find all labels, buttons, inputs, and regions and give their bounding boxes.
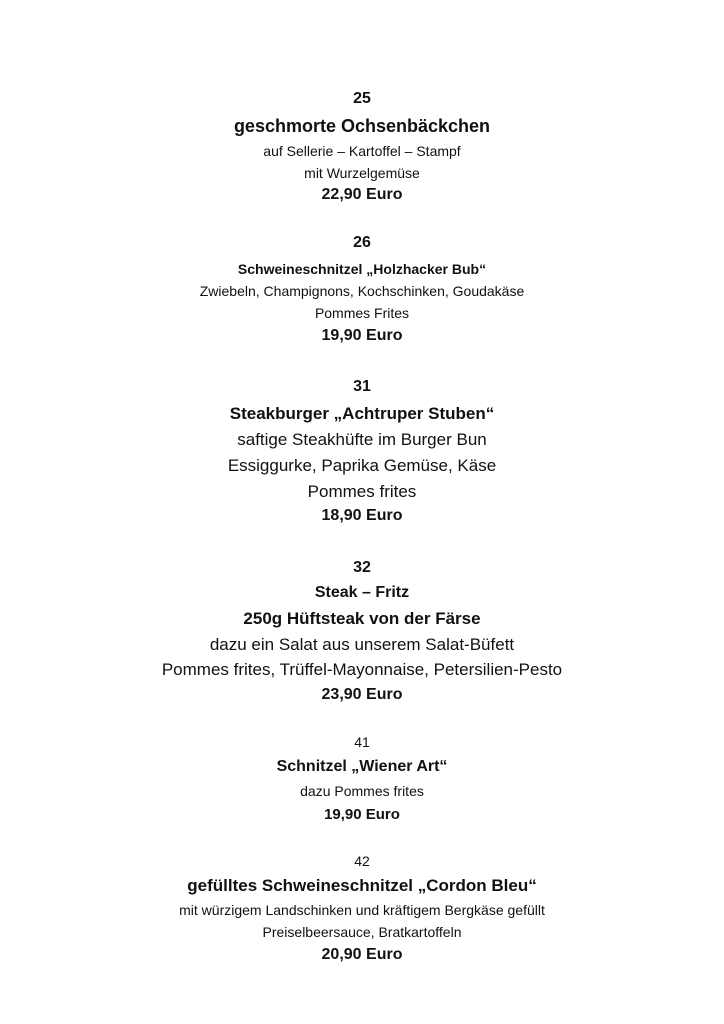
item-description: Zwiebeln, Champignons, Kochschinken, Goudakäse (199, 283, 525, 299)
item-description: Pommes Frites (314, 305, 410, 321)
item-title: geschmorte Ochsenbäckchen (233, 116, 491, 136)
item-title: Schweineschnitzel „Holzhacker Bub“ (237, 261, 487, 277)
item-number: 26 (353, 234, 371, 251)
item-description: Essiggurke, Paprika Gemüse, Käse (227, 456, 497, 475)
item-number: 32 (353, 559, 371, 576)
item-title: Steak – Fritz (314, 584, 410, 601)
item-description: Preiselbeersauce, Bratkartoffeln (262, 924, 462, 940)
item-description: Pommes frites (307, 482, 417, 501)
item-title: gefülltes Schweineschnitzel „Cordon Bleu“ (187, 876, 537, 895)
item-price: 23,90 Euro (321, 686, 403, 703)
item-price: 18,90 Euro (321, 507, 403, 524)
item-title: Steakburger „Achtruper Stuben“ (229, 404, 495, 423)
item-title: Schnitzel „Wiener Art“ (276, 758, 448, 775)
item-description: saftige Steakhüfte im Burger Bun (237, 430, 487, 449)
item-price: 22,90 Euro (321, 186, 403, 203)
item-number: 31 (353, 378, 371, 395)
item-description: Pommes frites, Trüffel-Mayonnaise, Petersilien-Pesto (161, 660, 563, 679)
item-number: 41 (354, 734, 370, 750)
item-description: dazu ein Salat aus unserem Salat-Büfett (209, 635, 515, 654)
item-number: 25 (353, 90, 371, 107)
item-description: auf Sellerie – Kartoffel – Stampf (263, 143, 461, 159)
item-price: 19,90 Euro (324, 806, 400, 823)
item-description: dazu Pommes frites (300, 783, 424, 799)
item-subtitle: 250g Hüftsteak von der Färse (243, 609, 481, 628)
item-number: 42 (354, 853, 370, 869)
item-price: 19,90 Euro (321, 327, 403, 344)
item-description: mit Wurzelgemüse (304, 165, 420, 181)
item-price: 20,90 Euro (321, 946, 403, 963)
item-description: mit würzigem Landschinken und kräftigem Bergkäse gefüllt (179, 902, 545, 918)
